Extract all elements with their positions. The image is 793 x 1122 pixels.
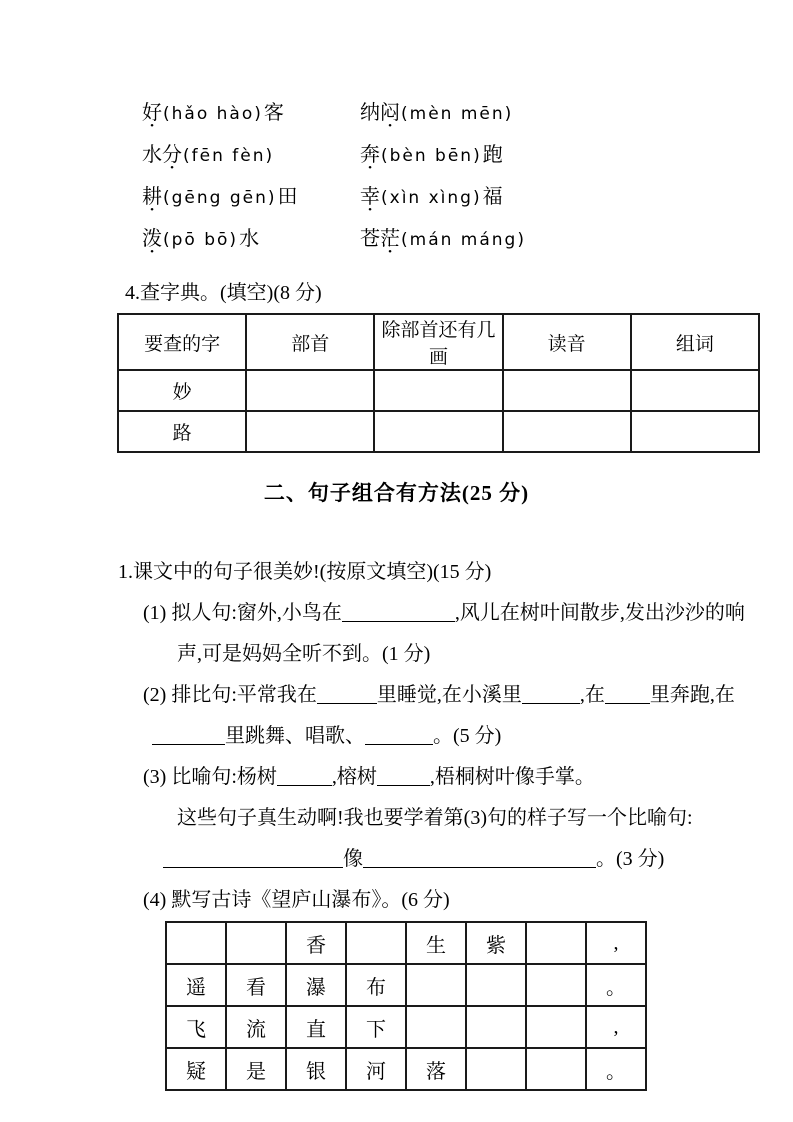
question-text: 里睡觉,在小溪里: [376, 684, 522, 706]
dict-header-row: [118, 314, 759, 370]
question-line: [0, 798, 793, 839]
pinyin-pre-char: 苍: [360, 228, 380, 250]
poem-cell: 紫: [466, 922, 526, 964]
pinyin-item: [142, 92, 360, 135]
pinyin-dotted-char: 闷: [380, 102, 400, 124]
pinyin-reading-options: (mán máng): [401, 230, 526, 250]
poem-row: [166, 1048, 646, 1090]
question-text: ,梧桐树叶像手掌。: [429, 766, 595, 788]
poem-cell: 瀑: [286, 964, 346, 1006]
pinyin-post-char: 福: [482, 186, 503, 208]
poem-cell: [526, 1006, 586, 1048]
poem-cell: [526, 922, 586, 964]
pinyin-reading-options: (fēn fèn): [183, 146, 275, 166]
poem-cell: ,: [586, 1006, 646, 1048]
dict-row: [118, 370, 759, 411]
dict-header-cell: 要查的字: [118, 314, 246, 370]
question-text: (2) 排比句:平常我在: [143, 684, 317, 706]
poem-cell: 飞: [166, 1006, 226, 1048]
pinyin-item: [360, 92, 514, 135]
question-line: [0, 757, 793, 798]
pinyin-reading-options: (xìn xìng): [381, 188, 482, 208]
poem-cell: 银: [286, 1048, 346, 1090]
poem-grid: [165, 921, 647, 1091]
poem-cell: 流: [226, 1006, 286, 1048]
question-text: 声,可是妈妈全听不到。(1 分): [177, 643, 431, 665]
pinyin-dotted-char: 奔: [360, 144, 380, 166]
fill-blank: [277, 767, 332, 786]
dict-cell: 路: [118, 411, 246, 452]
pinyin-post-char: 田: [277, 186, 298, 208]
fill-blank: [377, 767, 430, 786]
question-lines: [0, 593, 793, 921]
question-line: [0, 880, 793, 921]
poem-cell: 香: [286, 922, 346, 964]
question-line: [0, 839, 793, 880]
poem-row: [166, 922, 646, 964]
question-line: [0, 716, 793, 757]
pinyin-dotted-char: 分: [162, 144, 182, 166]
poem-cell: 看: [226, 964, 286, 1006]
poem-cell: [526, 964, 586, 1006]
poem-row: [166, 964, 646, 1006]
dict-cell: [246, 370, 374, 411]
poem-cell: [466, 1048, 526, 1090]
pinyin-dotted-char: 茫: [380, 228, 400, 250]
pinyin-exercise: [0, 0, 793, 260]
dict-cell: [503, 411, 631, 452]
question-text: (3) 比喻句:杨树: [143, 766, 277, 788]
poem-cell: [406, 1006, 466, 1048]
dict-row: [118, 411, 759, 452]
question-text: ,风儿在树叶间散步,发出沙沙的响: [454, 602, 745, 624]
fill-blank: [342, 603, 455, 622]
dict-cell: 妙: [118, 370, 246, 411]
pinyin-row: [0, 134, 793, 176]
pinyin-row: [0, 218, 793, 260]
pinyin-dotted-char: 好: [142, 102, 162, 124]
fill-blank: [605, 685, 650, 704]
poem-cell: 下: [346, 1006, 406, 1048]
poem-cell: 疑: [166, 1048, 226, 1090]
question-text: 里跳舞、唱歌、: [225, 725, 365, 747]
pinyin-dotted-char: 幸: [360, 186, 380, 208]
poem-cell: [166, 922, 226, 964]
pinyin-pre-char: 水: [142, 144, 162, 166]
fill-blank: [522, 685, 580, 704]
pinyin-reading-options: (gēng gēn): [163, 188, 277, 208]
pinyin-row: [0, 176, 793, 218]
pinyin-pre-char: 纳: [360, 102, 380, 124]
poem-cell: 布: [346, 964, 406, 1006]
pinyin-item: [360, 134, 503, 177]
poem-cell: 。: [586, 1048, 646, 1090]
dict-cell: [374, 370, 502, 411]
poem-row: [166, 1006, 646, 1048]
section-two-title: 二、句子组合有方法(25 分): [263, 481, 530, 505]
pinyin-item: [142, 176, 360, 219]
question-text: 这些句子真生动啊!我也要学着第(3)句的样子写一个比喻句:: [177, 807, 693, 829]
poem-cell: [526, 1048, 586, 1090]
poem-cell: [466, 964, 526, 1006]
question-text: 。(5 分): [433, 725, 502, 747]
question-one-intro: 1.课文中的句子很美妙!(按原文填空)(15 分): [118, 561, 492, 583]
dict-cell: [246, 411, 374, 452]
fill-blank: [365, 726, 433, 745]
pinyin-post-char: 跑: [482, 144, 503, 166]
fill-blank: [152, 726, 225, 745]
poem-cell: 。: [586, 964, 646, 1006]
poem-cell: [406, 964, 466, 1006]
dict-cell: [374, 411, 502, 452]
dict-cell: [631, 411, 759, 452]
poem-cell: ,: [586, 922, 646, 964]
fill-blank: [363, 849, 596, 868]
poem-cell: 直: [286, 1006, 346, 1048]
question-text: ,在: [579, 684, 605, 706]
question-line: [0, 675, 793, 716]
pinyin-reading-options: (pō bō): [163, 230, 239, 250]
poem-cell: 落: [406, 1048, 466, 1090]
pinyin-item: [360, 176, 503, 219]
pinyin-item: [360, 218, 527, 261]
poem-cell: 遥: [166, 964, 226, 1006]
dict-cell: [503, 370, 631, 411]
question-text: (4) 默写古诗《望庐山瀑布》。(6 分): [143, 889, 450, 911]
dict-header-cell: 读音: [503, 314, 631, 370]
question-text: 里奔跑,在: [649, 684, 735, 706]
question-text: ,榕树: [331, 766, 377, 788]
pinyin-post-char: 水: [239, 228, 260, 250]
question-text: 像: [343, 848, 363, 870]
dictionary-table: [117, 313, 760, 453]
poem-cell: [226, 922, 286, 964]
pinyin-reading-options: (bèn bēn): [381, 146, 482, 166]
fill-blank: [163, 849, 343, 868]
poem-cell: 是: [226, 1048, 286, 1090]
pinyin-row: [0, 92, 793, 134]
dict-cell: [631, 370, 759, 411]
pinyin-dotted-char: 泼: [142, 228, 162, 250]
poem-cell: [466, 1006, 526, 1048]
dictionary-question-heading: 4.查字典。(填空)(8 分): [125, 282, 322, 304]
question-text: (1) 拟人句:窗外,小鸟在: [143, 602, 342, 624]
dict-header-cell: 组词: [631, 314, 759, 370]
pinyin-item: [142, 218, 360, 261]
poem-cell: 河: [346, 1048, 406, 1090]
poem-cell: 生: [406, 922, 466, 964]
pinyin-dotted-char: 耕: [142, 186, 162, 208]
pinyin-reading-options: (hǎo hào): [163, 104, 263, 124]
dict-header-cell: 部首: [246, 314, 374, 370]
pinyin-item: [142, 134, 360, 177]
fill-blank: [317, 685, 377, 704]
pinyin-post-char: 客: [263, 102, 284, 124]
poem-cell: [346, 922, 406, 964]
dict-header-cell: 除部首还有几画: [374, 314, 502, 370]
pinyin-reading-options: (mèn mēn): [401, 104, 514, 124]
question-line: [0, 634, 793, 675]
question-line: [0, 593, 793, 634]
question-text: 。(3 分): [596, 848, 665, 870]
